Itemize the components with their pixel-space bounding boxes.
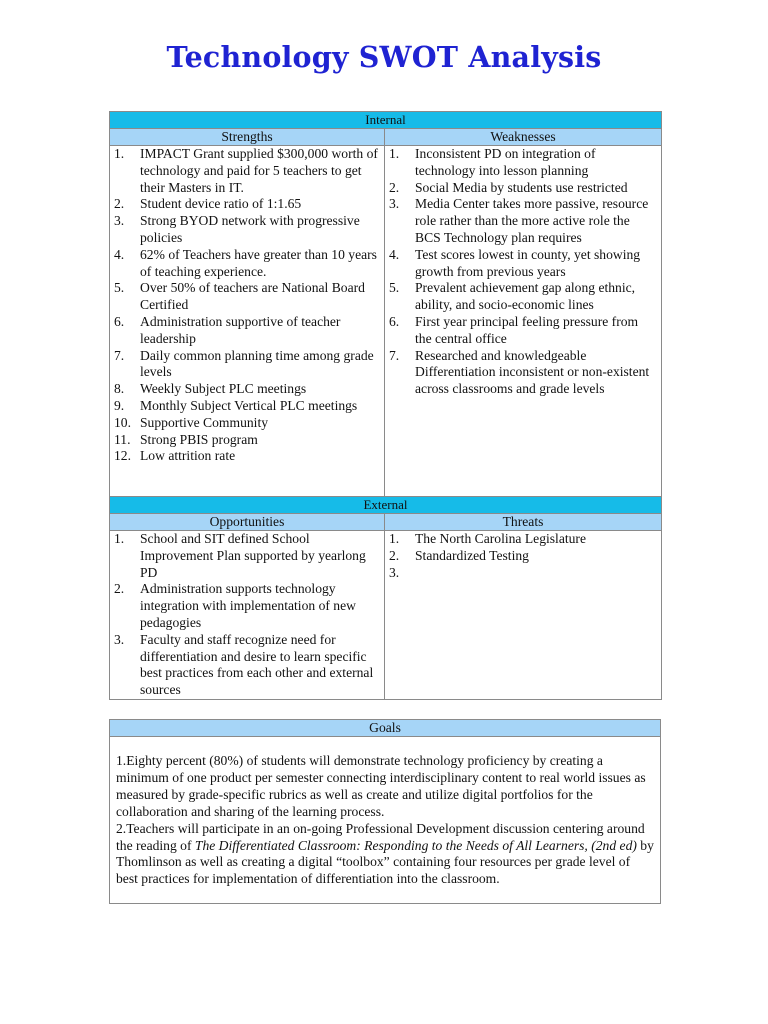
list-item-number: 6. [114,313,125,329]
list-item-number: 7. [114,347,125,363]
list-item-number: 3. [114,213,125,229]
list-item [385,146,661,180]
list-item [110,348,384,382]
list-item-text: First year principal feeling pressure from the central office [415,313,639,346]
list-item [385,196,661,246]
list-item [385,548,661,565]
list-item-number: 12. [114,448,131,464]
list-item-text: Standardized Testing [415,547,529,563]
list-item [385,314,661,348]
list-item-text: Administration supports technology integration with implementation of new pedagogies [140,581,356,630]
list-item-text: Daily common planning time among grade levels [140,347,374,380]
weaknesses-header: Weaknesses [385,129,662,146]
list-item-number: 2. [389,179,400,195]
list-item-number: 2. [114,581,125,597]
page-title: Technology SWOT Analysis [166,40,602,74]
opportunities-cell [110,531,385,700]
goal-2-intro: 2.Teachers will participate in an on-going Professional Development discussion centering around the reading of [116,820,645,853]
list-item-text: IMPACT Grant supplied $300,000 worth of technology and paid for 5 teachers to get their Masters in IT. [140,146,378,195]
list-item-text: Strong BYOD network with progressive policies [140,213,360,245]
goals-header: Goals [110,720,661,737]
list-item-text: Over 50% of teachers are National Board Certified [140,280,365,313]
list-item [110,213,384,247]
list-item-number: 3. [114,631,125,647]
list-item-number: 2. [114,196,125,212]
list-item-text: Prevalent achievement gap along ethnic, ability, and socio-economic lines [415,280,636,313]
list-item-number: 10. [114,414,131,430]
list-item-number: 11. [114,431,131,447]
swot-table [109,111,662,700]
strengths-cell [110,146,385,497]
threats-header: Threats [385,514,662,531]
list-item-number: 4. [114,246,125,262]
list-item-text: Student device ratio of 1:1.65 [140,196,302,212]
list-item-number: 6. [389,313,400,329]
goal-1: 1.Eighty percent (80%) of students will demonstrate technology proficiency by creating a minimum of one product per semester connecting interdisciplinary content to real world issues as measured by grade-specific rubrics as well as create and utilize digital portfolios for the collaboration and sharing of the learning process. [116,753,646,819]
list-item-number: 2. [389,547,400,563]
strengths-header: Strengths [110,129,385,146]
list-item [110,398,384,415]
list-item-text: Low attrition rate [140,448,236,464]
list-item-text: Test scores lowest in county, yet showing growth from previous years [415,246,641,279]
strengths-list [110,146,384,465]
list-item-text: Weekly Subject PLC meetings [140,381,307,397]
list-item-number: 3. [389,196,400,212]
list-item-text: Media Center takes more passive, resource role rather than the more active role the BCS Technology plan requires [415,196,649,245]
list-item-text: The North Carolina Legislature [415,531,586,546]
goal-2-rest: by Thomlinson as well as creating a digital “toolbox” containing four resources per grade level of best practices for implementation of differentiation into the classroom. [116,837,654,887]
list-item-text: Researched and knowledgeable Differentiation inconsistent or non-existent across classrooms and grade levels [415,347,650,397]
list-item-text: Inconsistent PD on integration of technology into lesson planning [415,146,596,178]
list-item [110,196,384,213]
list-item-number: 8. [114,381,125,397]
list-item [110,432,384,449]
list-item [385,247,661,281]
list-item [385,531,661,548]
list-item [110,314,384,348]
list-item [110,280,384,314]
list-item-number: 5. [389,280,400,296]
list-item-text: Administration supportive of teacher leadership [140,313,341,346]
list-item-text: Faculty and staff recognize need for differentiation and desire to learn specific best practices from each other and external sources [140,631,374,698]
opportunities-list [110,531,384,699]
goals-table [109,719,661,904]
list-item-number: 5. [114,280,125,296]
external-header: External [110,497,662,514]
threats-cell [385,531,662,700]
list-item [110,632,384,699]
threats-list [385,531,661,580]
list-item [110,581,384,631]
list-item [385,180,661,197]
list-item-number: 1. [114,146,125,161]
weaknesses-cell [385,146,662,497]
list-item-number: 1. [114,531,125,546]
list-item-text: Supportive Community [140,414,269,430]
list-item [110,381,384,398]
list-item-number: 4. [389,246,400,262]
list-item-text: Monthly Subject Vertical PLC meetings [140,397,358,413]
list-item [385,348,661,398]
opportunities-header: Opportunities [110,514,385,531]
book-title: The Differentiated Classroom: Responding to the Needs of All Learners, (2nd ed) [194,837,637,853]
weaknesses-list [385,146,661,398]
list-item [110,247,384,281]
list-item-text: School and SIT defined School Improvement Plan supported by yearlong PD [140,531,366,580]
list-item-number: 9. [114,397,125,413]
list-item-text: Strong PBIS program [140,431,258,447]
list-item-text: 62% of Teachers have greater than 10 years of teaching experience. [140,246,377,279]
list-item-number: 7. [389,347,400,363]
goal-2 [116,821,654,889]
goals-body [110,737,661,904]
internal-header: Internal [110,112,662,129]
list-item [110,448,384,465]
list-item-number: 1. [389,531,400,546]
list-item-text: Social Media by students use restricted [415,179,628,195]
list-item [110,531,384,581]
list-item-number: 3. [389,564,400,580]
list-item-number: 1. [389,146,400,161]
list-item [385,280,661,314]
list-item [110,415,384,432]
list-item [110,146,384,196]
